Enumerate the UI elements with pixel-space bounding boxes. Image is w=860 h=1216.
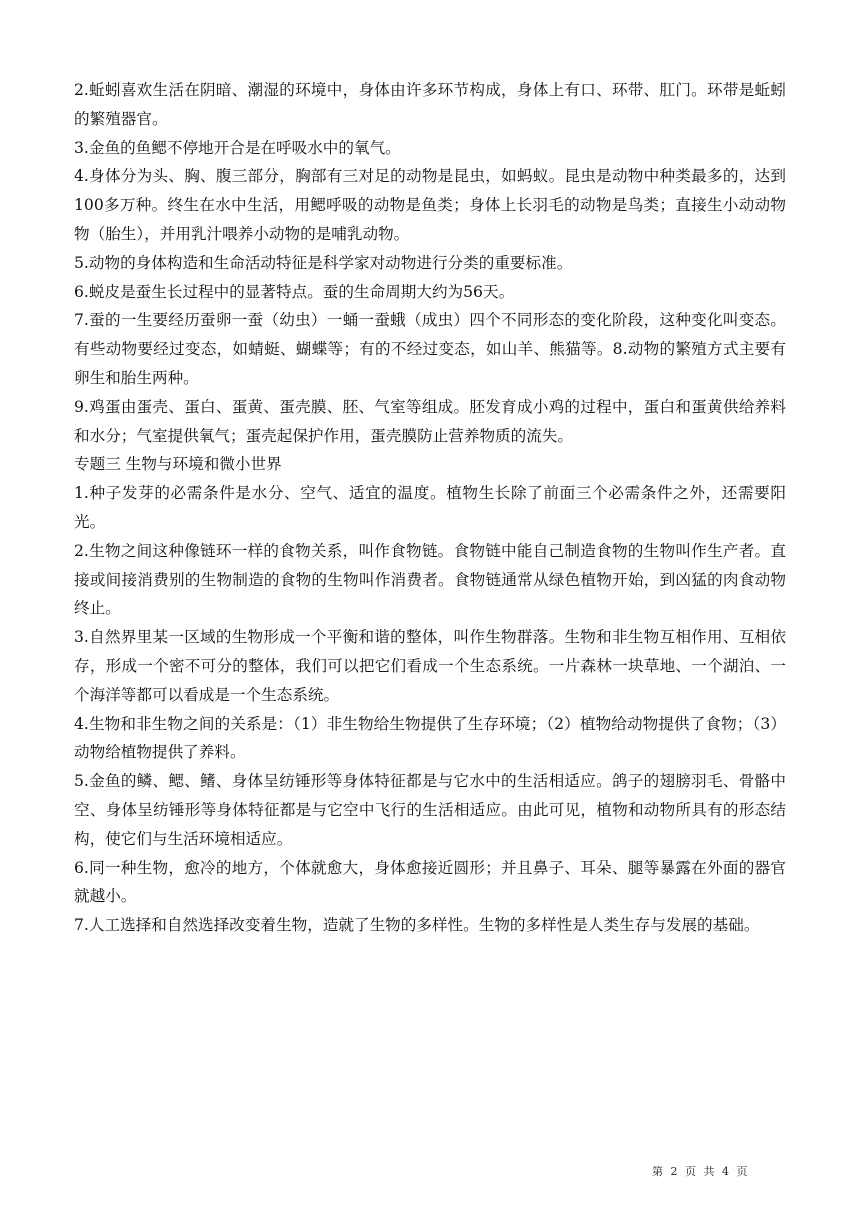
paragraph: 5.动物的身体构造和生命活动特征是科学家对动物进行分类的重要标准。 <box>74 253 573 272</box>
document-body <box>74 76 786 940</box>
paragraph: 4.生物和非生物之间的关系是：（1）非生物给生物提供了生存环境；（2）植物给动物提供了食物；（3）动物给植物提供了养料。 <box>74 714 786 762</box>
paragraph: 7.蚕的一生要经历蚕卵一蚕（幼虫）一蛹一蚕蛾（成虫）四个不同形态的变化阶段，这种变化叫变态。有些动物要经过变态，如蜻蜓、蝴蝶等；有的不经过变态，如山羊、熊猫等。8.动物的繁殖方式主要有卵生和胎生两种。 <box>74 311 786 387</box>
paragraph: 5.金鱼的鳞、鳃、鳍、身体呈纺锤形等身体特征都是与它水中的生活相适应。鸽子的翅膀羽毛、骨骼中空、身体呈纺锤形等身体特征都是与它空中飞行的生活相适应。由此可见，植物和动物所具有的形态结构，使它们与生活环境相适应。 <box>74 772 786 848</box>
paragraph: 6.同一种生物，愈冷的地方，个体就愈大，身体愈接近圆形；并且鼻子、耳朵、腿等暴露在外面的器官就越小。 <box>74 858 786 906</box>
paragraph: 1.种子发芽的必需条件是水分、空气、适宜的温度。植物生长除了前面三个必需条件之外，还需要阳光。 <box>74 484 786 531</box>
paragraph: 6.蜕皮是蚕生长过程中的显著特点。蚕的生命周期大约为56天。 <box>74 282 515 301</box>
paragraph: 4.身体分为头、胸、腹三部分，胸部有三对足的动物是昆虫，如蚂蚁。昆虫是动物中种类最多的，达到100多万种。终生在水中生活，用鳃呼吸的动物是鱼类；身体上长羽毛的动物是鸟类；直接生小动动物物（胎生），并用乳汁喂养小动物的是哺乳动物。 <box>74 167 786 243</box>
paragraph: 3.自然界里某一区域的生物形成一个平衡和谐的整体，叫作生物群落。生物和非生物互相作用、互相依存，形成一个密不可分的整体，我们可以把它们看成一个生态系统。一片森林一块草地、一个湖泊、一个海洋等都可以看成是一个生态系统。 <box>74 628 786 704</box>
paragraph: 2.生物之间这种像链环一样的食物关系，叫作食物链。食物链中能自己制造食物的生物叫作生产者。直接或间接消费别的生物制造的食物的生物叫作消费者。食物链通常从绿色植物开始，到凶猛的肉食动物终止。 <box>74 541 786 618</box>
section-heading: 专题三 生物与环境和微小世界 <box>74 455 282 474</box>
paragraph: 7.人工选择和自然选择改变着生物，造就了生物的多样性。生物的多样性是人类生存与发展的基础。 <box>74 916 760 935</box>
page-number: 第 2 页 共 4 页 <box>652 1165 750 1178</box>
paragraph: 9.鸡蛋由蛋壳、蛋白、蛋黄、蛋壳膜、胚、气室等组成。胚发育成小鸡的过程中，蛋白和蛋黄供给养料和水分；气室提供氧气；蛋壳起保护作用，蛋壳膜防止营养物质的流失。 <box>74 397 786 445</box>
paragraph: 2.蚯蚓喜欢生活在阴暗、潮湿的环境中，身体由许多环节构成，身体上有口、环带、肛门。环带是蚯蚓的繁殖器官。 <box>74 81 786 128</box>
paragraph: 3.金鱼的鱼鳃不停地开合是在呼吸水中的氧气。 <box>74 138 401 157</box>
